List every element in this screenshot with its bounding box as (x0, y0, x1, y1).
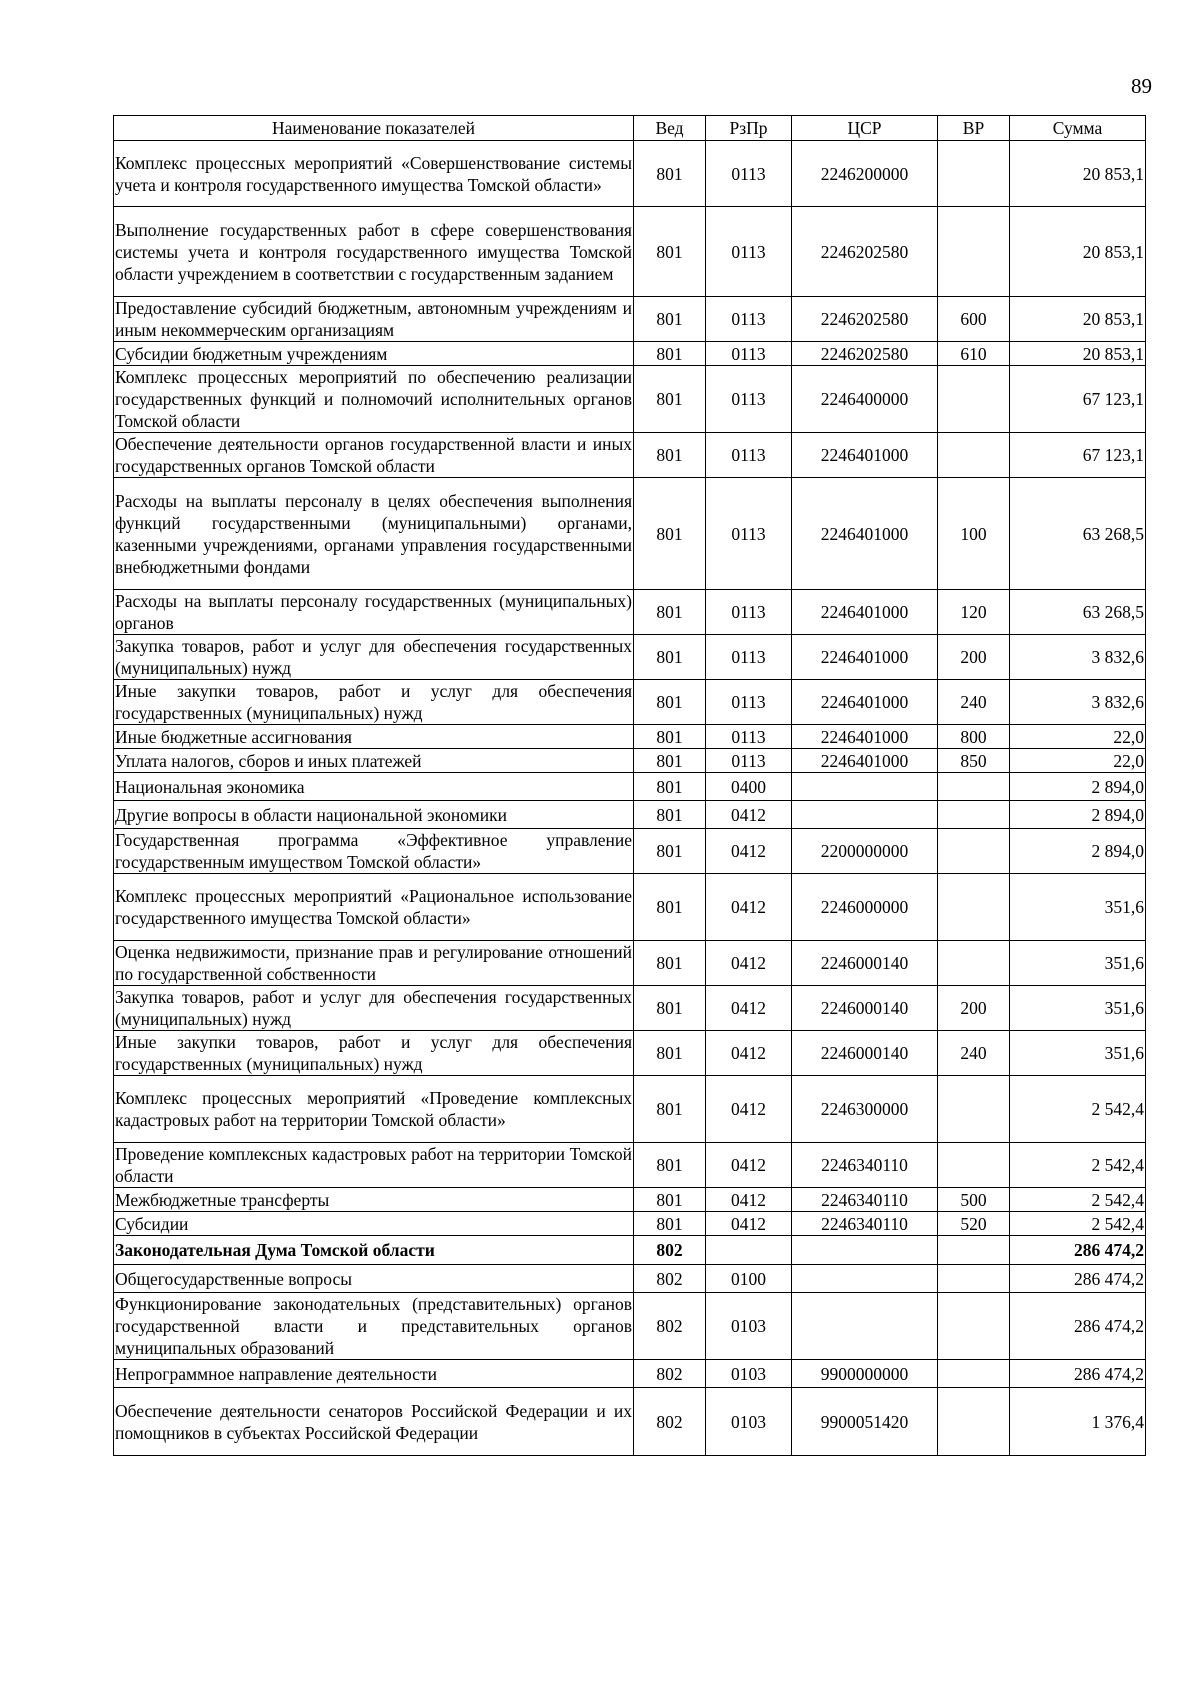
row-vr (938, 829, 1010, 874)
budget-table (113, 115, 1146, 1456)
row-ved: 801 (634, 297, 706, 342)
row-sum: 3 832,6 (1010, 635, 1146, 680)
table-row (114, 478, 1146, 590)
row-ved: 802 (634, 1236, 706, 1265)
row-csr: 2246202580 (792, 342, 938, 366)
table-row (114, 1188, 1146, 1212)
row-sum: 2 894,0 (1010, 829, 1146, 874)
row-vr: 240 (938, 680, 1010, 725)
table-row (114, 1031, 1146, 1076)
row-ved: 801 (634, 1188, 706, 1212)
row-name: Уплата налогов, сборов и иных платежей (114, 749, 634, 773)
row-csr: 2200000000 (792, 829, 938, 874)
row-ved: 802 (634, 1360, 706, 1388)
table-row (114, 680, 1146, 725)
row-sum: 286 474,2 (1010, 1236, 1146, 1265)
row-sum: 63 268,5 (1010, 590, 1146, 635)
table-row (114, 1265, 1146, 1293)
row-rzpr: 0113 (706, 433, 792, 478)
row-sum: 20 853,1 (1010, 141, 1146, 207)
header-ved: Вед (634, 116, 706, 141)
row-csr: 2246401000 (792, 680, 938, 725)
row-rzpr: 0100 (706, 1265, 792, 1293)
table-row (114, 1360, 1146, 1388)
row-csr: 2246340110 (792, 1143, 938, 1188)
table-row (114, 433, 1146, 478)
row-vr (938, 207, 1010, 297)
row-rzpr: 0412 (706, 1076, 792, 1143)
row-name: Проведение комплексных кадастровых работ на территории Томской области (115, 1144, 632, 1186)
row-name: Другие вопросы в области национальной экономики (114, 801, 634, 829)
row-ved: 801 (634, 478, 706, 590)
row-csr: 2246340110 (792, 1212, 938, 1236)
table-row (114, 1076, 1146, 1143)
row-ved: 801 (634, 1212, 706, 1236)
row-csr (792, 1265, 938, 1293)
header-vr: ВР (938, 116, 1010, 141)
row-vr (938, 773, 1010, 801)
row-csr (792, 1236, 938, 1265)
row-sum: 286 474,2 (1010, 1293, 1146, 1360)
row-name: Национальная экономика (114, 773, 634, 801)
row-sum: 67 123,1 (1010, 433, 1146, 478)
row-sum: 286 474,2 (1010, 1265, 1146, 1293)
row-sum: 351,6 (1010, 1031, 1146, 1076)
row-csr: 2246401000 (792, 590, 938, 635)
row-name: Законодательная Дума Томской области (114, 1236, 634, 1265)
row-ved: 801 (634, 749, 706, 773)
row-ved: 801 (634, 1076, 706, 1143)
row-name: Предоставление субсидий бюджетным, автономным учреждениям и иным некоммерческим организациям (115, 298, 632, 340)
row-vr (938, 141, 1010, 207)
table-row (114, 366, 1146, 433)
row-vr (938, 1236, 1010, 1265)
row-name: Комплекс процессных мероприятий «Рациональное использование государственного имущества Томской области» (114, 874, 634, 941)
row-ved: 801 (634, 680, 706, 725)
header-rzpr: РзПр (706, 116, 792, 141)
row-name: Закупка товаров, работ и услуг для обеспечения государственных (муниципальных) нужд (115, 636, 632, 678)
row-sum: 20 853,1 (1010, 207, 1146, 297)
table-row (114, 635, 1146, 680)
row-vr (938, 1143, 1010, 1188)
row-csr: 2246000140 (792, 986, 938, 1031)
row-rzpr: 0400 (706, 773, 792, 801)
row-csr: 2246401000 (792, 433, 938, 478)
row-csr: 2246300000 (792, 1076, 938, 1143)
row-vr: 200 (938, 986, 1010, 1031)
row-sum: 2 542,4 (1010, 1188, 1146, 1212)
row-rzpr: 0113 (706, 590, 792, 635)
row-rzpr: 0113 (706, 680, 792, 725)
row-sum: 2 542,4 (1010, 1076, 1146, 1143)
row-sum: 67 123,1 (1010, 366, 1146, 433)
row-ved: 801 (634, 433, 706, 478)
row-name: Субсидии бюджетным учреждениям (114, 342, 634, 366)
row-ved: 801 (634, 141, 706, 207)
row-name: Государственная программа «Эффективное управление государственным имуществом Томской области» (115, 830, 632, 872)
table-header (114, 116, 1146, 141)
table-row (114, 1143, 1146, 1188)
page-number: 89 (1131, 74, 1152, 98)
row-name: Субсидии (114, 1212, 634, 1236)
row-name: Оценка недвижимости, признание прав и регулирование отношений по государственной собственности (115, 942, 632, 984)
row-name: Комплекс процессных мероприятий «Проведение комплексных кадастровых работ на территории Томской области» (114, 1076, 634, 1143)
row-ved: 801 (634, 1031, 706, 1076)
row-csr: 9900000000 (792, 1360, 938, 1388)
row-csr (792, 801, 938, 829)
row-ved: 801 (634, 986, 706, 1031)
row-sum: 2 894,0 (1010, 773, 1146, 801)
row-vr: 500 (938, 1188, 1010, 1212)
row-ved: 801 (634, 829, 706, 874)
row-ved: 802 (634, 1265, 706, 1293)
row-csr: 2246400000 (792, 366, 938, 433)
row-vr: 120 (938, 590, 1010, 635)
row-sum: 63 268,5 (1010, 478, 1146, 590)
table-row (114, 297, 1146, 342)
row-vr (938, 941, 1010, 986)
row-name: Межбюджетные трансферты (114, 1188, 634, 1212)
row-vr (938, 1076, 1010, 1143)
row-vr (938, 801, 1010, 829)
table-row (114, 773, 1146, 801)
header-row (114, 116, 1146, 141)
header-name: Наименование показателей (114, 116, 634, 141)
row-vr (938, 1360, 1010, 1388)
row-rzpr: 0412 (706, 1143, 792, 1188)
row-csr: 2246200000 (792, 141, 938, 207)
table-body (114, 141, 1146, 1456)
row-ved: 801 (634, 874, 706, 941)
row-ved: 801 (634, 1143, 706, 1188)
row-name: Закупка товаров, работ и услуг для обеспечения государственных (муниципальных) нужд (115, 987, 632, 1029)
row-sum: 1 376,4 (1010, 1388, 1146, 1456)
row-rzpr: 0113 (706, 366, 792, 433)
row-sum: 2 894,0 (1010, 801, 1146, 829)
table-row (114, 1388, 1146, 1456)
row-vr: 100 (938, 478, 1010, 590)
table-row (114, 342, 1146, 366)
row-ved: 801 (634, 773, 706, 801)
row-csr: 9900051420 (792, 1388, 938, 1456)
row-rzpr: 0412 (706, 1188, 792, 1212)
table-row (114, 749, 1146, 773)
row-vr (938, 1293, 1010, 1360)
row-name: Непрограммное направление деятельности (114, 1360, 634, 1388)
row-name: Комплекс процессных мероприятий по обеспечению реализации государственных функций и полномочий исполнительных органов Томской области (115, 367, 632, 431)
row-csr: 2246401000 (792, 635, 938, 680)
row-vr (938, 433, 1010, 478)
row-sum: 2 542,4 (1010, 1143, 1146, 1188)
table-row (114, 801, 1146, 829)
row-rzpr: 0412 (706, 829, 792, 874)
row-csr: 2246401000 (792, 749, 938, 773)
header-csr: ЦСР (792, 116, 938, 141)
table-row (114, 829, 1146, 874)
row-name: Общегосударственные вопросы (114, 1265, 634, 1293)
row-name: Функционирование законодательных (представительных) органов государственной власти и представительных органов муниципальных образований (115, 1294, 632, 1358)
row-name: Расходы на выплаты персоналу в целях обеспечения выполнения функций государственными (муниципальными) органами, казенными учреждениями, органами управления государственными внебюджетными фондами (114, 478, 634, 590)
row-ved: 801 (634, 725, 706, 749)
row-rzpr: 0412 (706, 1212, 792, 1236)
table-row (114, 986, 1146, 1031)
row-name: Выполнение государственных работ в сфере совершенствования системы учета и контроля государственного имущества Томской области учреждением в соответствии с государственным заданием (114, 207, 634, 297)
row-sum: 351,6 (1010, 941, 1146, 986)
row-sum: 351,6 (1010, 874, 1146, 941)
row-sum: 3 832,6 (1010, 680, 1146, 725)
row-csr (792, 773, 938, 801)
row-vr (938, 1265, 1010, 1293)
row-rzpr: 0103 (706, 1388, 792, 1456)
row-vr: 240 (938, 1031, 1010, 1076)
table-row (114, 590, 1146, 635)
row-csr: 2246000140 (792, 1031, 938, 1076)
row-sum: 20 853,1 (1010, 342, 1146, 366)
row-vr: 610 (938, 342, 1010, 366)
row-name: Комплекс процессных мероприятий «Совершенствование системы учета и контроля государственного имущества Томской области» (114, 141, 634, 207)
row-rzpr: 0113 (706, 297, 792, 342)
row-csr: 2246401000 (792, 478, 938, 590)
row-vr: 200 (938, 635, 1010, 680)
row-rzpr (706, 1236, 792, 1265)
row-rzpr: 0113 (706, 207, 792, 297)
row-rzpr: 0113 (706, 342, 792, 366)
row-ved: 801 (634, 801, 706, 829)
row-ved: 801 (634, 207, 706, 297)
header-sum: Сумма (1010, 116, 1146, 141)
row-rzpr: 0412 (706, 941, 792, 986)
row-name: Иные бюджетные ассигнования (114, 725, 634, 749)
row-ved: 801 (634, 941, 706, 986)
row-name: Иные закупки товаров, работ и услуг для обеспечения государственных (муниципальных) нужд (115, 1032, 632, 1074)
row-vr: 600 (938, 297, 1010, 342)
row-sum: 351,6 (1010, 986, 1146, 1031)
row-ved: 801 (634, 590, 706, 635)
row-csr: 2246000140 (792, 941, 938, 986)
table-row (114, 1212, 1146, 1236)
row-rzpr: 0412 (706, 986, 792, 1031)
row-sum: 2 542,4 (1010, 1212, 1146, 1236)
row-rzpr: 0103 (706, 1360, 792, 1388)
row-rzpr: 0113 (706, 749, 792, 773)
row-rzpr: 0103 (706, 1293, 792, 1360)
row-sum: 22,0 (1010, 725, 1146, 749)
row-rzpr: 0113 (706, 478, 792, 590)
row-rzpr: 0412 (706, 874, 792, 941)
row-csr (792, 1293, 938, 1360)
row-sum: 286 474,2 (1010, 1360, 1146, 1388)
row-name: Обеспечение деятельности сенаторов Российской Федерации и их помощников в субъектах Российской Федерации (114, 1388, 634, 1456)
row-csr: 2246202580 (792, 297, 938, 342)
row-name: Обеспечение деятельности органов государственной власти и иных государственных органов Томской области (115, 434, 632, 476)
row-csr: 2246000000 (792, 874, 938, 941)
row-ved: 802 (634, 1388, 706, 1456)
row-name: Расходы на выплаты персоналу государственных (муниципальных) органов (115, 591, 632, 633)
row-vr (938, 366, 1010, 433)
row-vr: 850 (938, 749, 1010, 773)
row-rzpr: 0113 (706, 725, 792, 749)
row-rzpr: 0412 (706, 801, 792, 829)
row-ved: 801 (634, 342, 706, 366)
row-sum: 22,0 (1010, 749, 1146, 773)
row-rzpr: 0113 (706, 141, 792, 207)
row-ved: 801 (634, 366, 706, 433)
row-csr: 2246401000 (792, 725, 938, 749)
row-sum: 20 853,1 (1010, 297, 1146, 342)
table-row (114, 141, 1146, 207)
row-csr: 2246340110 (792, 1188, 938, 1212)
row-ved: 801 (634, 635, 706, 680)
table-row (114, 725, 1146, 749)
table-row (114, 874, 1146, 941)
row-name: Иные закупки товаров, работ и услуг для обеспечения государственных (муниципальных) нужд (115, 681, 632, 723)
table-row (114, 207, 1146, 297)
row-csr: 2246202580 (792, 207, 938, 297)
table-row (114, 1293, 1146, 1360)
row-vr (938, 874, 1010, 941)
row-ved: 802 (634, 1293, 706, 1360)
row-vr (938, 1388, 1010, 1456)
row-vr: 520 (938, 1212, 1010, 1236)
row-rzpr: 0412 (706, 1031, 792, 1076)
row-vr: 800 (938, 725, 1010, 749)
table-row (114, 1236, 1146, 1265)
row-rzpr: 0113 (706, 635, 792, 680)
table-row (114, 941, 1146, 986)
